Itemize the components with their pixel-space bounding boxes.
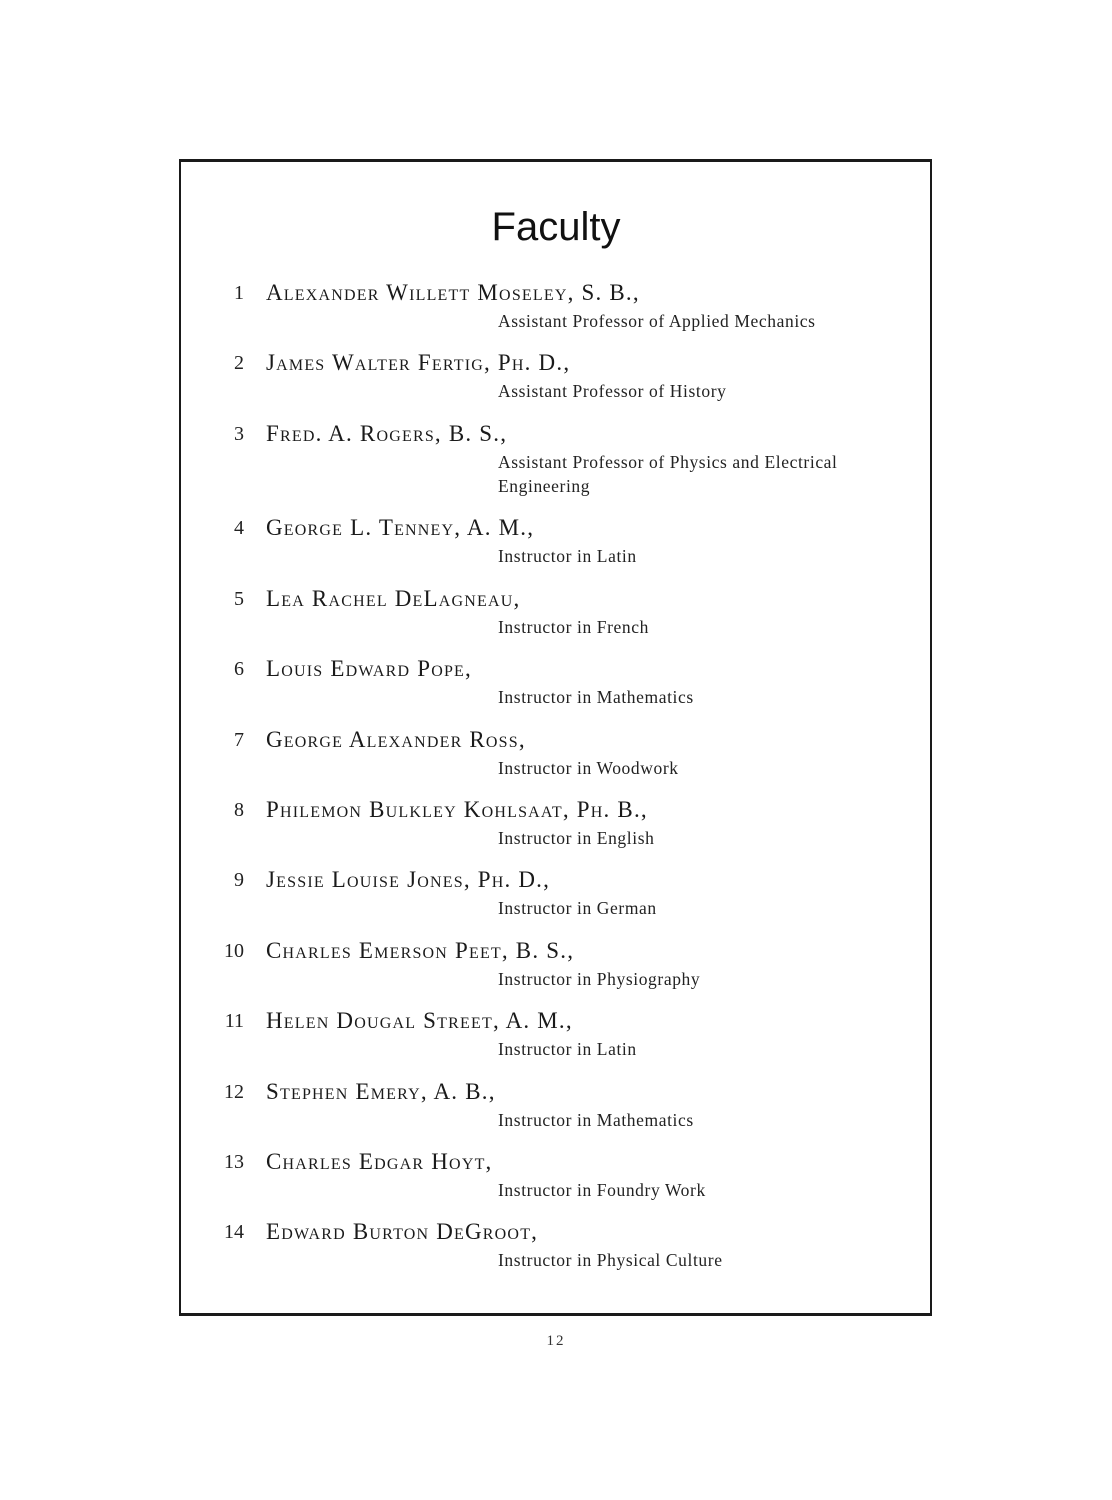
faculty-role: Assistant Professor of Applied Mechanics: [498, 311, 816, 331]
entry-number: 7: [234, 729, 244, 751]
faculty-role: Instructor in Latin: [498, 546, 637, 566]
faculty-entry: [0, 350, 1112, 410]
entry-number: 12: [224, 1081, 244, 1103]
faculty-name: Philemon Bulkley Kohlsaat, Ph. B.,: [266, 797, 648, 822]
faculty-name: Lea Rachel DeLagneau,: [266, 586, 521, 611]
faculty-role: Instructor in Mathematics: [498, 1110, 694, 1130]
faculty-name: George L. Tenney, A. M.,: [266, 515, 535, 540]
faculty-name: Helen Dougal Street, A. M.,: [266, 1008, 573, 1033]
faculty-entry: [0, 867, 1112, 927]
faculty-name: Charles Edgar Hoyt,: [266, 1149, 493, 1174]
page-number: 12: [546, 1333, 566, 1349]
faculty-name: Edward Burton DeGroot,: [266, 1219, 539, 1244]
entry-number: 6: [234, 658, 244, 680]
faculty-role: Instructor in French: [498, 617, 649, 637]
faculty-role: Instructor in German: [498, 898, 657, 918]
faculty-name: Stephen Emery, A. B.,: [266, 1079, 496, 1104]
faculty-entry: [0, 586, 1112, 646]
faculty-name: George Alexander Ross,: [266, 727, 526, 752]
faculty-role: Instructor in Woodwork: [498, 758, 679, 778]
faculty-name: Alexander Willett Moseley, S. B.,: [266, 280, 640, 305]
entry-number: 3: [234, 423, 244, 445]
entry-number: 2: [234, 352, 244, 374]
faculty-role: Instructor in Mathematics: [498, 687, 694, 707]
entry-number: 11: [224, 1010, 244, 1032]
faculty-entry: [0, 656, 1112, 716]
faculty-role: Instructor in Foundry Work: [498, 1180, 706, 1200]
page-title: Faculty: [491, 205, 621, 249]
entry-number: 1: [234, 282, 244, 304]
faculty-entry: [0, 1079, 1112, 1139]
faculty-name: Charles Emerson Peet, B. S.,: [266, 938, 575, 963]
faculty-entry: [0, 938, 1112, 998]
entry-number: 14: [224, 1221, 244, 1243]
faculty-entry: [0, 1008, 1112, 1068]
faculty-entry: [0, 797, 1112, 857]
entry-number: 4: [234, 517, 244, 539]
faculty-entry: [0, 727, 1112, 787]
faculty-role: Assistant Professor of History: [498, 381, 727, 401]
entry-number: 8: [234, 799, 244, 821]
faculty-entry: [0, 1219, 1112, 1279]
faculty-entry: [0, 280, 1112, 340]
faculty-entry: [0, 515, 1112, 575]
faculty-name: Fred. A. Rogers, B. S.,: [266, 421, 508, 446]
faculty-role: Instructor in Latin: [498, 1039, 637, 1059]
faculty-name: Jessie Louise Jones, Ph. D.,: [266, 867, 551, 892]
faculty-role: Instructor in Physiography: [498, 969, 701, 989]
faculty-entry: [0, 421, 1112, 496]
entry-number: 5: [234, 588, 244, 610]
faculty-role: Instructor in English: [498, 828, 655, 848]
faculty-name: James Walter Fertig, Ph. D.,: [266, 350, 571, 375]
faculty-entry: [0, 1149, 1112, 1209]
entry-number: 13: [224, 1151, 244, 1173]
entry-number: 10: [224, 940, 244, 962]
faculty-name: Louis Edward Pope,: [266, 656, 472, 681]
entry-number: 9: [234, 869, 244, 891]
faculty-role: Assistant Professor of Physics and Electrical Engineering: [498, 452, 838, 496]
faculty-role: Instructor in Physical Culture: [498, 1250, 723, 1270]
